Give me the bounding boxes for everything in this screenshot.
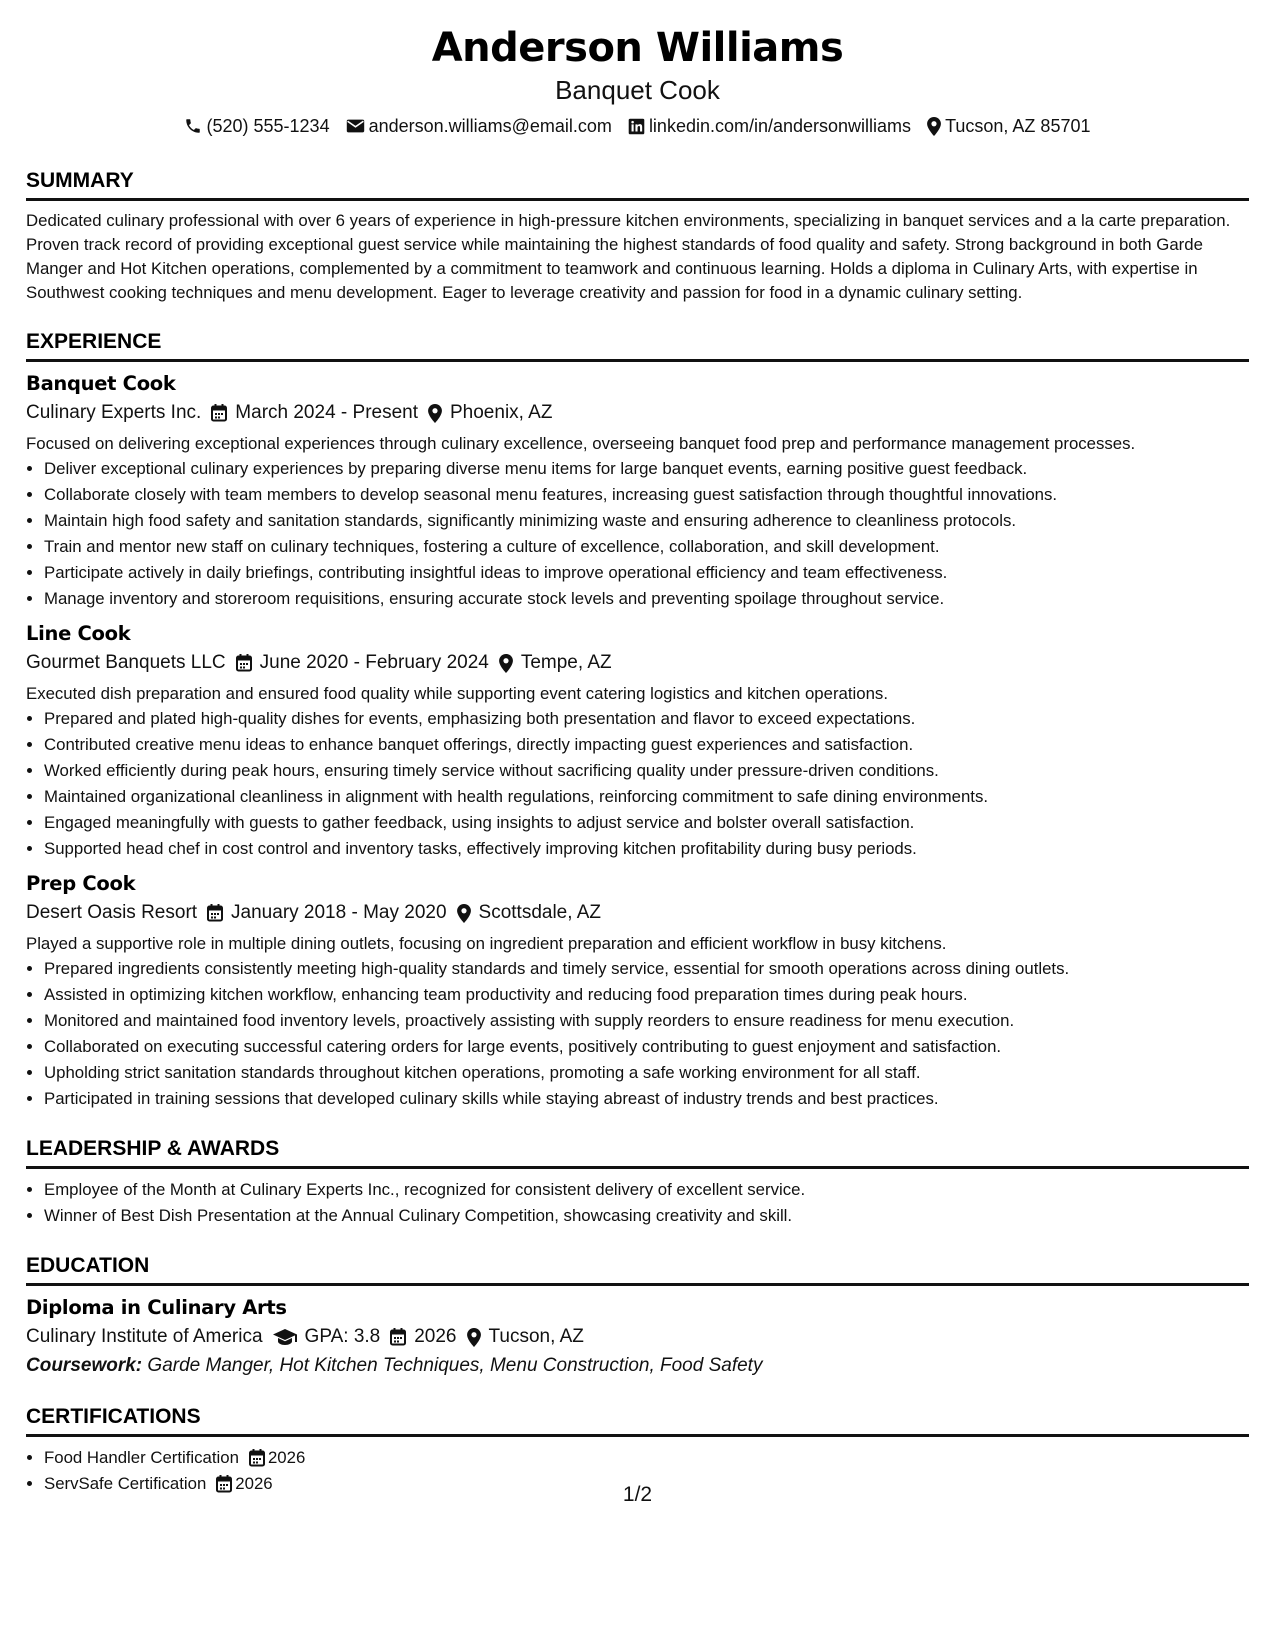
contact-line xyxy=(26,114,1249,138)
job-entry xyxy=(26,370,1249,612)
page-number: 1/2 xyxy=(622,1483,653,1506)
job-meta xyxy=(26,898,1249,928)
linkedin-text: linkedin.com/in/andersonwilliams xyxy=(648,116,912,136)
list-item: • Supported head chef in cost control and inventory tasks, effectively improving kitchen profitability during busy periods. xyxy=(44,836,1249,862)
list-item: • Manage inventory and storeroom requisitions, ensuring accurate stock levels and preventing spoilage throughout service. xyxy=(44,586,1249,612)
section-experience-heading: EXPERIENCE xyxy=(26,329,1249,362)
job-dates-text: March 2024 - Present xyxy=(235,402,418,423)
calendar-icon xyxy=(236,654,252,672)
map-pin-icon xyxy=(428,404,442,423)
certification-year: 2026 xyxy=(235,1474,273,1493)
job-dates xyxy=(211,398,418,428)
contact-location xyxy=(927,114,1090,138)
linkedin-icon xyxy=(628,118,645,135)
education-location xyxy=(467,1322,584,1352)
job-company: Culinary Experts Inc. xyxy=(26,402,202,423)
job-dates-text: June 2020 - February 2024 xyxy=(259,652,489,673)
job-company: Gourmet Banquets LLC xyxy=(26,652,226,673)
contact-linkedin[interactable] xyxy=(628,114,911,138)
list-item: • Monitored and maintained food inventory levels, proactively assisting with supply reorders to ensure readiness for menu execution. xyxy=(44,1008,1249,1034)
education-entry xyxy=(26,1294,1249,1380)
calendar-icon xyxy=(211,404,227,422)
candidate-name: Anderson Williams xyxy=(431,25,844,71)
list-item: • Worked efficiently during peak hours, ensuring timely service without sacrificing quality under pressure-driven conditions. xyxy=(44,758,1249,784)
list-item: • Upholding strict sanitation standards throughout kitchen operations, promoting a safe working environment for all staff. xyxy=(44,1060,1249,1086)
gpa xyxy=(273,1322,381,1352)
job-dates xyxy=(207,898,446,928)
coursework xyxy=(26,1352,1249,1380)
job-meta xyxy=(26,398,1249,428)
summary-text: Dedicated culinary professional with over 6 years of experience in high-pressure kitchen environments, specializing in banquet services and a la carte preparation. Proven track record of providing exceptional guest service while maintaining the highest standards of food quality and safety. Strong background in both Garde Manger and Hot Kitchen operations, complemented by a commitment to teamwork and continuous learning. Holds a diploma in Culinary Arts, with expertise in Southwest cooking techniques and menu development. Eager to leverage creativity and passion for food in a dynamic culinary setting. xyxy=(26,211,1231,302)
job-location-text: Scottsdale, AZ xyxy=(478,902,602,923)
degree-title: Diploma in Culinary Arts xyxy=(26,1296,287,1319)
list-item xyxy=(44,1445,1249,1471)
phone-icon xyxy=(184,117,202,135)
map-pin-icon xyxy=(467,1328,481,1347)
job-entry xyxy=(26,870,1249,1112)
calendar-icon xyxy=(207,904,223,922)
list-item: • Collaborate closely with team members to develop seasonal menu features, increasing guest satisfaction through thoughtful innovations. xyxy=(44,482,1249,508)
calendar-icon xyxy=(390,1328,406,1346)
list-item: • Prepared ingredients consistently meeting high-quality standards and timely service, essential for smooth operations across dining outlets. xyxy=(44,956,1249,982)
education-location-text: Tucson, AZ xyxy=(488,1326,584,1347)
job-location xyxy=(457,898,602,928)
section-awards-heading: LEADERSHIP & AWARDS xyxy=(26,1136,1249,1169)
list-item: • Participated in training sessions that developed culinary skills while staying abreast of industry trends and best practices. xyxy=(44,1086,1249,1112)
school-name: Culinary Institute of America xyxy=(26,1326,263,1347)
envelope-icon xyxy=(346,118,365,134)
job-location xyxy=(428,398,552,428)
job-entry xyxy=(26,620,1249,862)
education-year xyxy=(390,1322,456,1352)
map-pin-icon xyxy=(457,904,471,923)
list-item: • Participate actively in daily briefings, contributing insightful ideas to improve operational efficiency and team effectiveness. xyxy=(44,560,1249,586)
job-location-text: Tempe, AZ xyxy=(520,652,612,673)
job-description: Focused on delivering exceptional experiences through culinary excellence, overseeing banquet food prep and performance management processes. xyxy=(26,434,1136,453)
list-item: • Engaged meaningfully with guests to gather feedback, using insights to adjust service and bolster overall satisfaction. xyxy=(44,810,1249,836)
certification-name: • Food Handler Certification xyxy=(44,1448,239,1467)
job-location-text: Phoenix, AZ xyxy=(450,402,553,423)
list-item: • Maintained organizational cleanliness in alignment with health regulations, reinforcing commitment to safe dining environments. xyxy=(44,784,1249,810)
section-summary-heading: SUMMARY xyxy=(26,168,1249,201)
job-meta xyxy=(26,648,1249,678)
candidate-title: Banquet Cook xyxy=(555,75,720,105)
resume-page xyxy=(26,22,1249,1497)
location-text: Tucson, AZ 85701 xyxy=(945,116,1091,136)
education-year-text: 2026 xyxy=(414,1326,457,1347)
job-dates-text: January 2018 - May 2020 xyxy=(231,902,447,923)
resume-header xyxy=(26,22,1249,138)
list-item: • Train and mentor new staff on culinary techniques, fostering a culture of excellence, collaboration, and skill development. xyxy=(44,534,1249,560)
job-bullets xyxy=(26,456,1249,612)
gpa-text: GPA: 3.8 xyxy=(304,1326,381,1347)
map-pin-icon xyxy=(499,654,513,673)
list-item: • Collaborated on executing successful catering orders for large events, positively contributing to guest enjoyment and satisfaction. xyxy=(44,1034,1249,1060)
job-dates xyxy=(236,648,489,678)
job-location xyxy=(499,648,612,678)
certification-item xyxy=(44,1445,305,1471)
section-certifications-heading: CERTIFICATIONS xyxy=(26,1404,1249,1437)
map-pin-icon xyxy=(927,117,941,136)
job-title: Prep Cook xyxy=(26,872,136,895)
graduation-cap-icon xyxy=(273,1328,297,1346)
job-description: Executed dish preparation and ensured food quality while supporting event catering logistics and kitchen operations. xyxy=(26,684,888,703)
phone-text: (520) 555-1234 xyxy=(206,116,330,136)
job-bullets xyxy=(26,706,1249,862)
calendar-icon xyxy=(249,1449,265,1467)
job-title: Line Cook xyxy=(26,622,131,645)
job-description: Played a supportive role in multiple dining outlets, focusing on ingredient preparation and efficient workflow in busy kitchens. xyxy=(26,934,947,953)
coursework-text: Garde Manger, Hot Kitchen Techniques, Menu Construction, Food Safety xyxy=(147,1355,763,1376)
list-item: • Contributed creative menu ideas to enhance banquet offerings, directly impacting guest experiences and satisfaction. xyxy=(44,732,1249,758)
list-item: • Assisted in optimizing kitchen workflow, enhancing team productivity and reducing food preparation times during peak hours. xyxy=(44,982,1249,1008)
contact-email[interactable] xyxy=(346,114,612,138)
list-item: • Maintain high food safety and sanitation standards, significantly minimizing waste and ensuring adherence to cleanliness protocols. xyxy=(44,508,1249,534)
list-item: • Deliver exceptional culinary experiences by preparing diverse menu items for large banquet events, earning positive guest feedback. xyxy=(44,456,1249,482)
certification-name: • ServSafe Certification xyxy=(44,1474,207,1493)
section-education-heading: EDUCATION xyxy=(26,1253,1249,1286)
list-item: • Employee of the Month at Culinary Experts Inc., recognized for consistent delivery of excellent service. xyxy=(44,1177,1249,1203)
list-item: • Winner of Best Dish Presentation at the Annual Culinary Competition, showcasing creativity and skill. xyxy=(44,1203,1249,1229)
job-company: Desert Oasis Resort xyxy=(26,902,198,923)
email-text: anderson.williams@email.com xyxy=(368,116,612,136)
certification-year: 2026 xyxy=(267,1448,306,1467)
education-meta xyxy=(26,1322,1249,1352)
contact-phone xyxy=(184,114,329,138)
job-title: Banquet Cook xyxy=(26,372,176,395)
coursework-label: Coursework: xyxy=(26,1355,143,1376)
list-item: • Prepared and plated high-quality dishes for events, emphasizing both presentation and flavor to exceed expectations. xyxy=(44,706,1249,732)
certification-date xyxy=(249,1445,305,1471)
job-bullets xyxy=(26,956,1249,1112)
awards-list xyxy=(26,1177,1249,1229)
